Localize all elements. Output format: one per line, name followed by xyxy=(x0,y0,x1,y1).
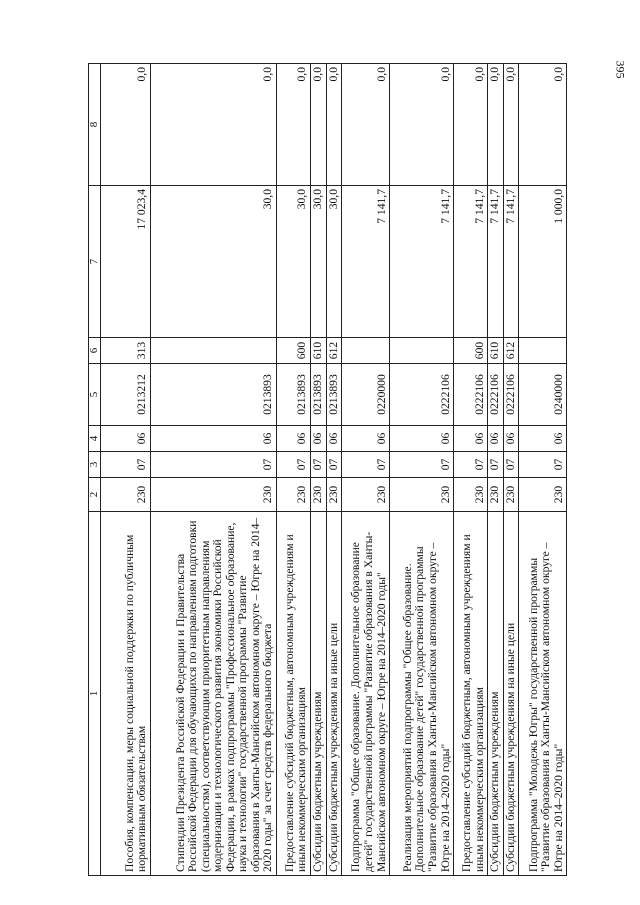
row-name: Стипендии Президента Российской Федерации и Правительства Российской Федерации для обучающихся по направлениям подготовки (специальностям), соответствующим приоритетным направлениям модернизации и технологического развития экономики Российской Федерации, в рамках подпрограммы "Профессиональное образование, наука и технологии" государственной программы "Развитие образования в Ханты-Мансийском автономном округе – Югре на 2014–2020 годы" за счет средств федерального бюджета xyxy=(151,512,277,876)
cell-col-6: 313 xyxy=(101,338,151,364)
table-row xyxy=(277,64,311,876)
cell-col-3: 07 xyxy=(311,452,327,478)
cell-col-8: 0,0 xyxy=(503,64,519,186)
cell-col-4: 06 xyxy=(101,426,151,452)
table-row xyxy=(151,64,277,876)
column-header-5: 5 xyxy=(89,364,101,426)
cell-col-2: 230 xyxy=(503,478,519,512)
cell-col-7: 1 000,0 xyxy=(519,186,567,338)
cell-col-7: 30,0 xyxy=(326,186,342,338)
rotated-table-wrapper xyxy=(88,64,588,876)
cell-col-3: 07 xyxy=(151,452,277,478)
cell-col-6: 612 xyxy=(326,338,342,364)
cell-col-4: 06 xyxy=(342,426,390,452)
cell-col-8: 0,0 xyxy=(519,64,567,186)
row-name: Подпрограмма "Молодежь Югры" государственной программы "Развитие образования в Ханты-Мансийском автономном округе – Югре на 2014–2020 годы" xyxy=(519,512,567,876)
cell-col-7: 7 141,7 xyxy=(503,186,519,338)
column-header-1: 1 xyxy=(89,512,101,876)
cell-col-7: 30,0 xyxy=(277,186,311,338)
row-name: Пособия, компенсации, меры социальной поддержки по публичным нормативным обязательствам xyxy=(101,512,151,876)
cell-col-8: 0,0 xyxy=(151,64,277,186)
cell-col-6: 600 xyxy=(277,338,311,364)
row-name: Подпрограмма "Общее образование. Дополнительное образование детей" государственной программы "Развитие образования в Ханты-Мансийском автономном округе – Югре на 2014–2020 годы" xyxy=(342,512,390,876)
table-row xyxy=(454,64,488,876)
cell-col-3: 07 xyxy=(503,452,519,478)
cell-col-6 xyxy=(519,338,567,364)
cell-col-3: 07 xyxy=(488,452,504,478)
cell-col-7: 7 141,7 xyxy=(342,186,390,338)
table-row xyxy=(488,64,504,876)
cell-col-8: 0,0 xyxy=(390,64,454,186)
cell-col-4: 06 xyxy=(488,426,504,452)
cell-col-3: 07 xyxy=(277,452,311,478)
cell-col-3: 07 xyxy=(101,452,151,478)
cell-col-3: 07 xyxy=(454,452,488,478)
cell-col-5: 0213893 xyxy=(326,364,342,426)
cell-col-5: 0213212 xyxy=(101,364,151,426)
cell-col-4: 06 xyxy=(277,426,311,452)
cell-col-6 xyxy=(342,338,390,364)
row-name: Субсидии бюджетным учреждениям xyxy=(488,512,504,876)
cell-col-4: 06 xyxy=(390,426,454,452)
cell-col-4: 06 xyxy=(503,426,519,452)
cell-col-4: 06 xyxy=(151,426,277,452)
table-row xyxy=(326,64,342,876)
cell-col-6: 610 xyxy=(311,338,327,364)
cell-col-2: 230 xyxy=(151,478,277,512)
column-header-6: 6 xyxy=(89,338,101,364)
cell-col-3: 07 xyxy=(326,452,342,478)
cell-col-3: 07 xyxy=(390,452,454,478)
scan-margin-mark xyxy=(2,20,10,60)
column-header-7: 7 xyxy=(89,186,101,338)
cell-col-2: 230 xyxy=(488,478,504,512)
cell-col-5: 0240000 xyxy=(519,364,567,426)
column-header-2: 2 xyxy=(89,478,101,512)
cell-col-8: 0,0 xyxy=(101,64,151,186)
cell-col-2: 230 xyxy=(390,478,454,512)
row-name: Субсидии бюджетным учреждениям на иные цели xyxy=(326,512,342,876)
cell-col-5: 0222106 xyxy=(503,364,519,426)
row-name: Предоставление субсидий бюджетным, автономным учреждениям и иным некоммерческим организациям xyxy=(277,512,311,876)
row-name: Предоставление субсидий бюджетным, автономным учреждениям и иным некоммерческим организациям xyxy=(454,512,488,876)
cell-col-5: 0222106 xyxy=(454,364,488,426)
cell-col-5: 0213893 xyxy=(277,364,311,426)
cell-col-7: 7 141,7 xyxy=(488,186,504,338)
cell-col-8: 0,0 xyxy=(342,64,390,186)
cell-col-5: 0213893 xyxy=(151,364,277,426)
cell-col-2: 230 xyxy=(454,478,488,512)
cell-col-2: 230 xyxy=(519,478,567,512)
column-header-3: 3 xyxy=(89,452,101,478)
cell-col-8: 0,0 xyxy=(488,64,504,186)
cell-col-4: 06 xyxy=(311,426,327,452)
cell-col-6: 612 xyxy=(503,338,519,364)
cell-col-6 xyxy=(390,338,454,364)
cell-col-7: 30,0 xyxy=(311,186,327,338)
header-row xyxy=(89,64,101,876)
cell-col-4: 06 xyxy=(326,426,342,452)
cell-col-7: 7 141,7 xyxy=(454,186,488,338)
cell-col-7: 7 141,7 xyxy=(390,186,454,338)
cell-col-5: 0213893 xyxy=(311,364,327,426)
cell-col-4: 06 xyxy=(454,426,488,452)
budget-table xyxy=(88,63,567,876)
cell-col-2: 230 xyxy=(342,478,390,512)
cell-col-3: 07 xyxy=(519,452,567,478)
cell-col-8: 0,0 xyxy=(454,64,488,186)
cell-col-2: 230 xyxy=(326,478,342,512)
table-row xyxy=(311,64,327,876)
cell-col-6 xyxy=(151,338,277,364)
table-row xyxy=(101,64,151,876)
cell-col-2: 230 xyxy=(277,478,311,512)
table-row xyxy=(390,64,454,876)
row-name: Субсидии бюджетным учреждениям на иные цели xyxy=(503,512,519,876)
cell-col-8: 0,0 xyxy=(277,64,311,186)
cell-col-8: 0,0 xyxy=(311,64,327,186)
cell-col-6: 610 xyxy=(488,338,504,364)
page-number: 395 xyxy=(613,60,628,79)
cell-col-3: 07 xyxy=(342,452,390,478)
row-name: Реализация мероприятий подпрограммы "Общее образование. Дополнительное образование детей" государственной программы "Развитие образования в Ханты-Мансийском автономном округе – Югре на 2014–2020 годы" xyxy=(390,512,454,876)
cell-col-5: 0222106 xyxy=(488,364,504,426)
cell-col-6: 600 xyxy=(454,338,488,364)
row-name: Субсидии бюджетным учреждениям xyxy=(311,512,327,876)
column-header-4: 4 xyxy=(89,426,101,452)
cell-col-4: 06 xyxy=(519,426,567,452)
cell-col-7: 17 023,4 xyxy=(101,186,151,338)
cell-col-5: 0220000 xyxy=(342,364,390,426)
scan-margin-mark xyxy=(2,860,10,900)
table-row xyxy=(342,64,390,876)
cell-col-8: 0,0 xyxy=(326,64,342,186)
column-header-8: 8 xyxy=(89,64,101,186)
cell-col-2: 230 xyxy=(311,478,327,512)
table-row xyxy=(503,64,519,876)
cell-col-5: 0222106 xyxy=(390,364,454,426)
cell-col-2: 230 xyxy=(101,478,151,512)
table-row xyxy=(519,64,567,876)
cell-col-7: 30,0 xyxy=(151,186,277,338)
